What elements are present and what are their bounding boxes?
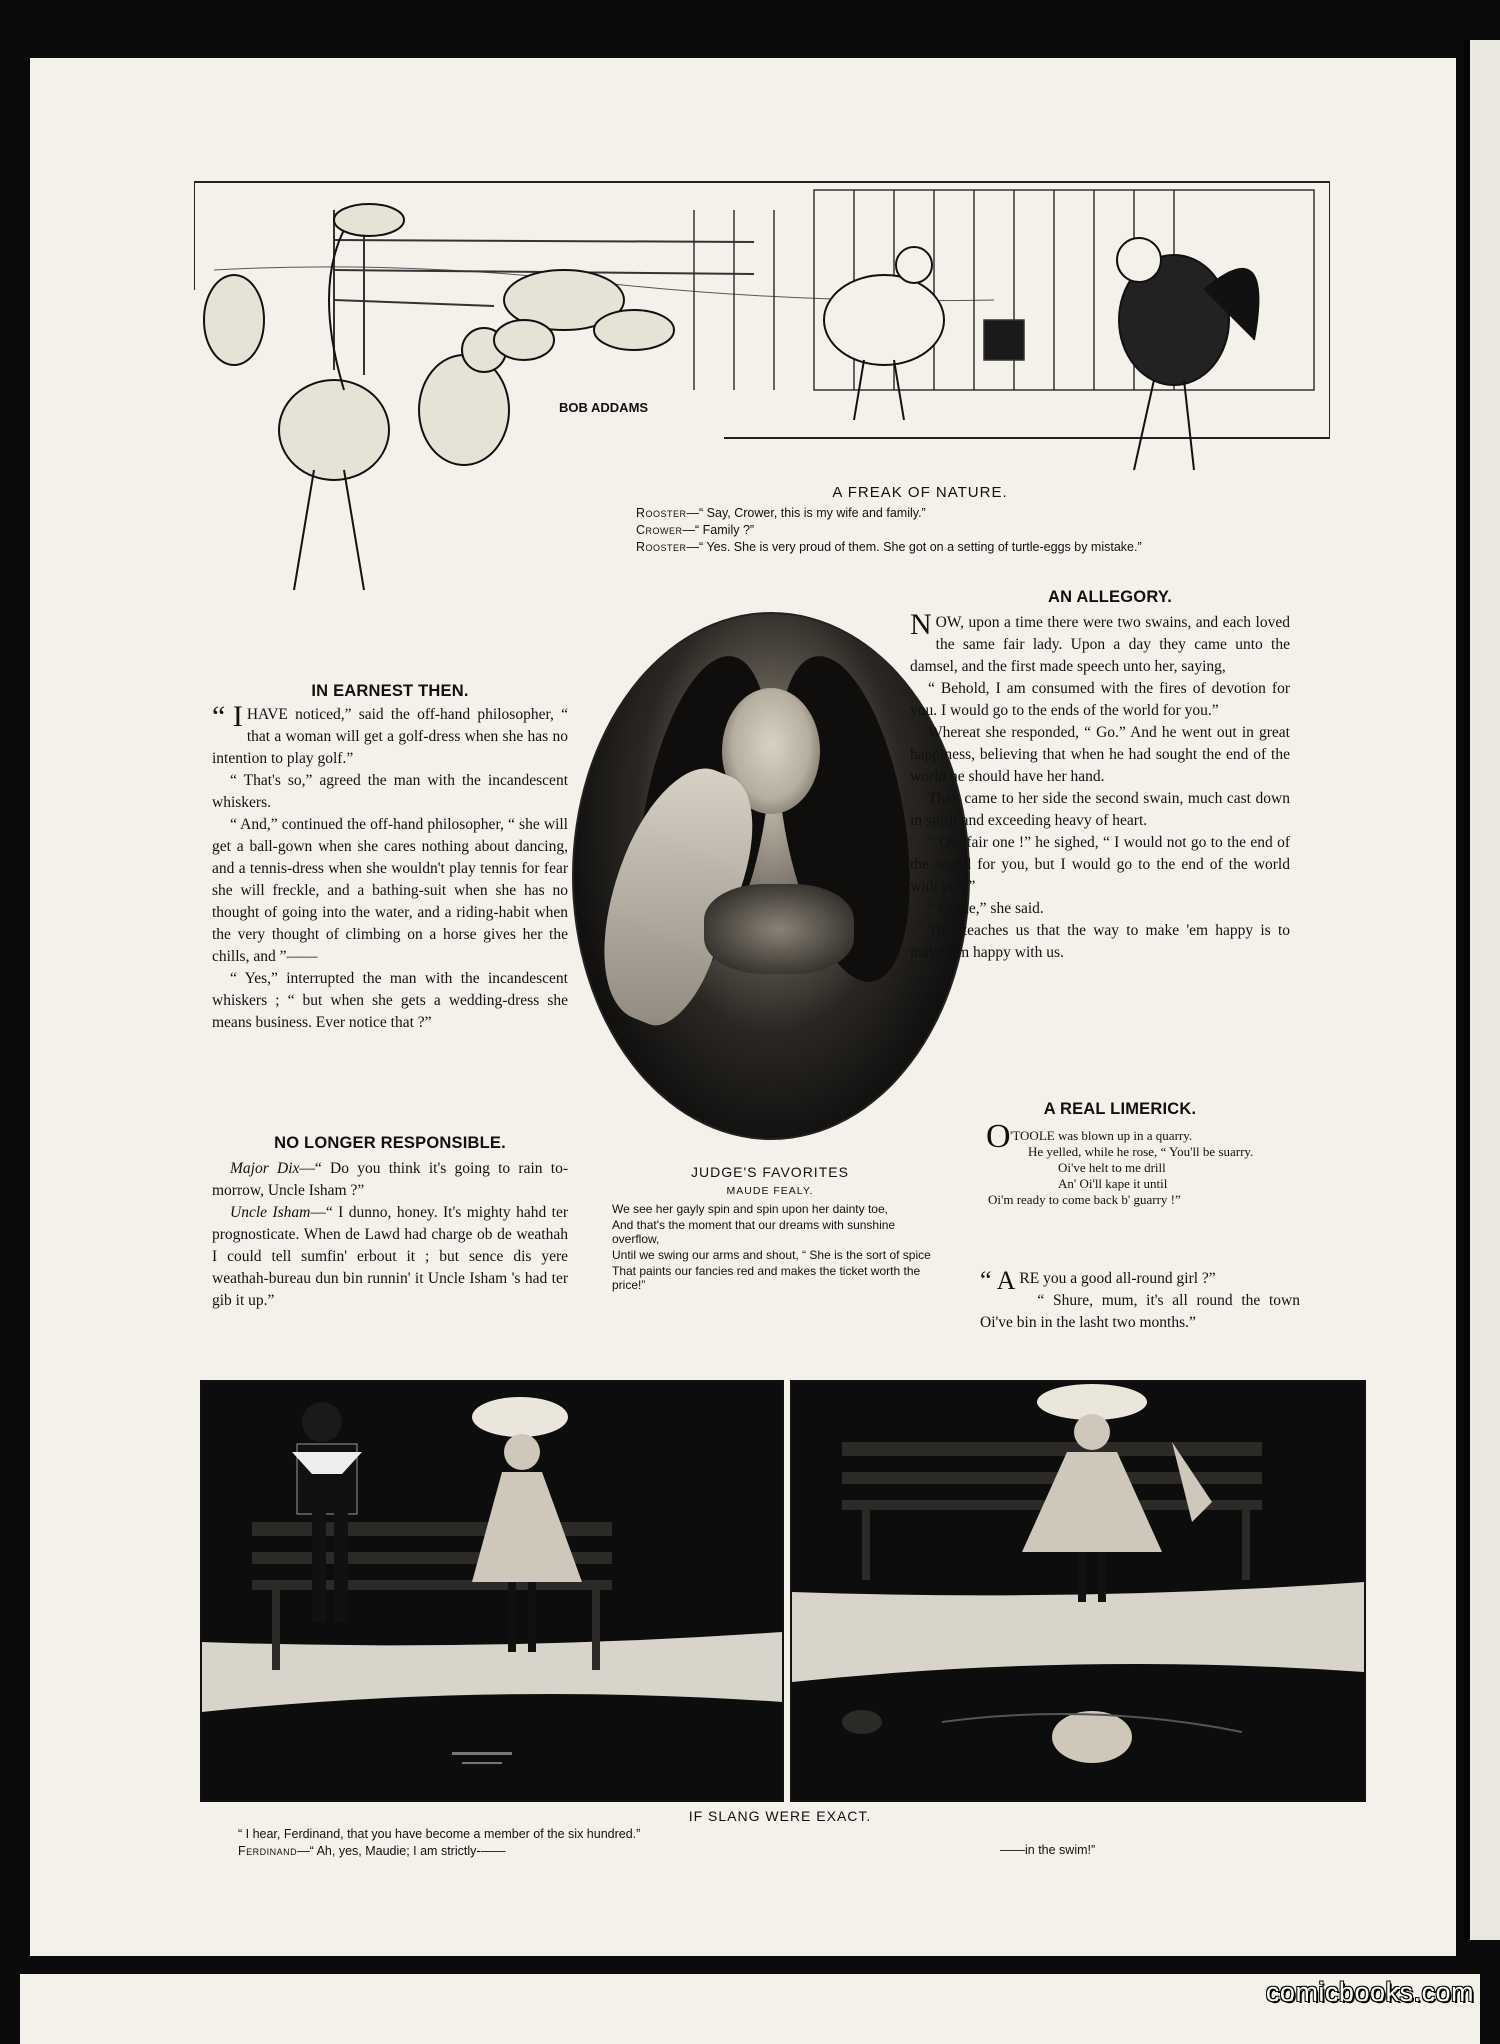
earnest-dropcap: “ I — [212, 700, 243, 733]
limerick-poem: 'TOOLE was blown up in a quarry. He yelled, while he rose, “ You'll be suarry. Oi've helt to me drill An' Oi'll kape it until Oi'm ready to come back b' guarry !” — [988, 1128, 1254, 1207]
site-watermark: comicbooks.com — [1265, 1977, 1474, 2007]
responsible-title: NO LONGER RESPONSIBLE. — [274, 1134, 506, 1152]
favorites-title: JUDGE'S FAVORITES — [691, 1164, 849, 1180]
slang-photo-right — [790, 1380, 1366, 1802]
earnest-article: “ I HAVE noticed,” said the off-hand philosopher, “ that a woman will get a golf-dress when she has no intention to play golf.” “ That's so,” agreed the man with the incandescent whiskers. “ And,” continued the off-hand philosopher, “ she will get a ball-gown when she cares nothing about dancing, and a tennis-dress when she wouldn't play tennis for fear she will freckle, and a bathing-suit when she has no thought of going into the water, and a riding-habit when the very thought of climbing on a horse gives her the chills, and ”—— “ Yes,” interrupted the man with the incandescent whiskers ; “ but when she gets a wedding-dress she means business. Ever notice that ?” — [212, 700, 568, 1031]
responsible-article: Major Dix—“ Do you think it's going to rain to-morrow, Uncle Isham ?” Uncle Isham—“ I dunno, honey. It's mighty hahd ter prognosticate. When de Lawd had charge ob de weathah I could tell sumfin' erbout it ; but sence dis yere weathah-bureau dun bin runnin' it Uncle Isham 's had ter gib it up.” — [212, 1160, 568, 1309]
favorites-name: MAUDE FEALY. — [726, 1185, 814, 1197]
freak-dialog — [636, 505, 1336, 556]
adjacent-page-edge — [1464, 40, 1500, 1940]
allegory-title: AN ALLEGORY. — [1047, 588, 1172, 606]
slang-punchline: ——in the swim!” — [1000, 1843, 1096, 1857]
allround-joke: “ A RE you a good all-round girl ?” “ Shure, mum, it's all round the town Oi've bin in the lasht two months.” — [980, 1266, 1300, 1331]
earnest-title: IN EARNEST THEN. — [311, 682, 469, 700]
slang-dialog: “ I hear, Ferdinand, that you have become a member of the six hundred.” Ferdinand—“ Ah, yes, Maudie; I am strictly-—— — [238, 1827, 641, 1858]
freak-line-3: Rooster—“ Yes. She is very proud of them. She got on a setting of turtle-eggs by mistake.” — [636, 540, 1142, 554]
limerick-title: A REAL LIMERICK. — [1043, 1100, 1197, 1118]
limerick-dropcap: O — [986, 1118, 1011, 1155]
freak-line-2: Crower—“ Family ?” — [636, 523, 755, 537]
allegory-dropcap: N — [910, 608, 932, 641]
slang-photo-left — [200, 1380, 784, 1802]
illustrator-signature: BOB ADDAMS — [559, 400, 649, 415]
freak-line-1: Rooster—“ Say, Crower, this is my wife and family.” — [636, 506, 926, 520]
slang-title: IF SLANG WERE EXACT. — [688, 1808, 872, 1824]
favorites-verse: We see her gayly spin and spin upon her dainty toe, And that's the moment that our dreams with sunshine overflow, Until we swing our arms and shout, “ She is the sort of spice That paints our fancies red and makes the ticket worth the price!” — [612, 1202, 931, 1292]
allegory-article: NOW, upon a time there were two swains, and each loved the same fair lady. Upon a day they came unto the damsel, and the first made speech unto her, saying, “ Behold, I am consumed with the fires of devotion for you. I would go to the ends of the world for you.” Whereat she responded, “ Go.” And he went out in great happiness, believing that when he had sought the end of the world he should have her hand. Then came to her side the second swain, much cast down in spirit and exceeding heavy of heart. “ Oh, fair one !” he sighed, “ I would not go to the end of the world for you, but I would go to the end of the world with you.” “ Come,” she said. This teaches us that the way to make 'em happy is to make 'em happy with us. — [910, 608, 1290, 961]
freak-title: A FREAK OF NATURE. — [832, 484, 1008, 501]
